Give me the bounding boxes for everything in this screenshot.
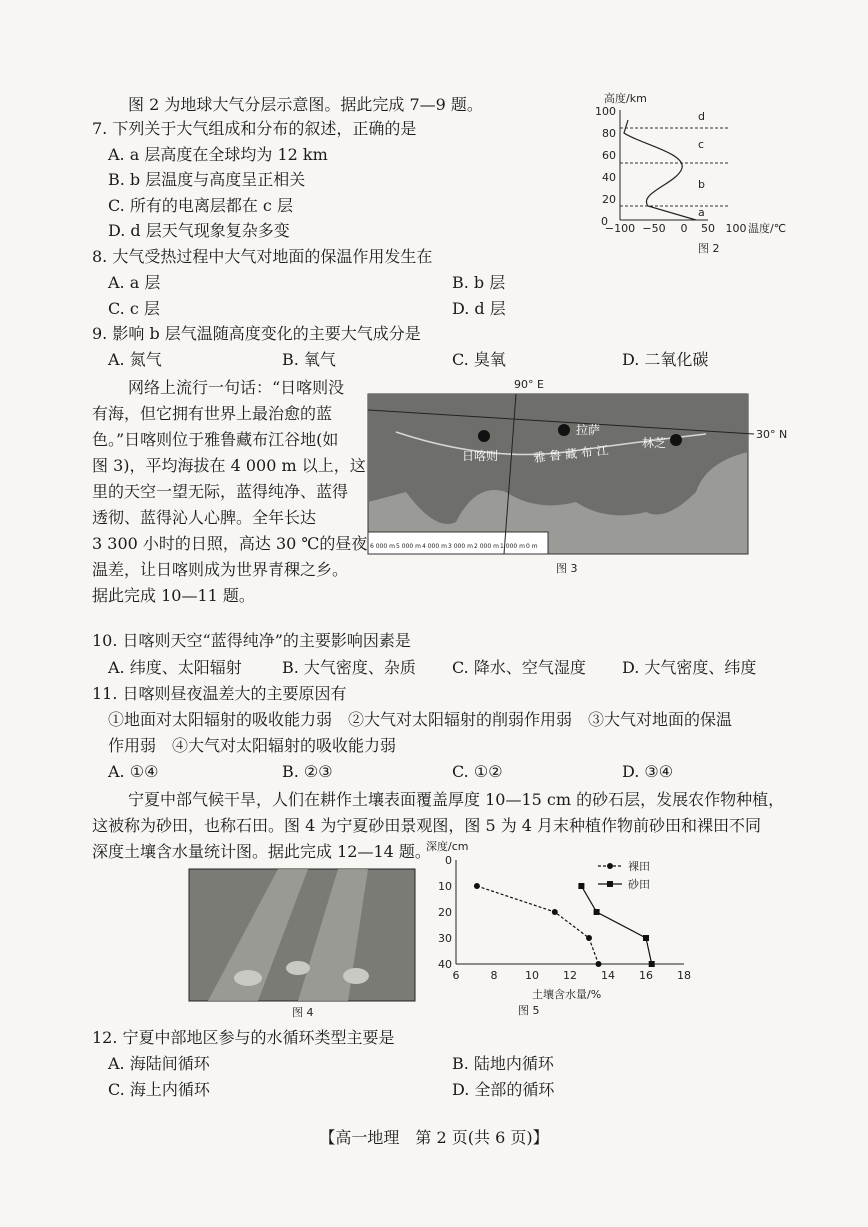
- fig2-caption: 图 2: [698, 242, 720, 255]
- q9-stem: 9. 影响 b 层气温随高度变化的主要大气成分是: [92, 324, 421, 343]
- passage-line: 透彻、蓝得沁人心脾。全年长达: [92, 508, 317, 527]
- q9-option-d: D. 二氧化碳: [622, 350, 709, 369]
- chart-point: [596, 961, 602, 967]
- q10-stem: 10. 日喀则天空“蓝得纯净”的主要影响因素是: [92, 631, 411, 650]
- q7-option-b: B. b 层温度与高度呈正相关: [108, 170, 306, 189]
- chart-x-tick: 14: [601, 969, 615, 982]
- passage-line: 温差，让日喀则成为世界青稞之乡。: [92, 560, 349, 579]
- chart-point: [643, 935, 649, 941]
- fig2-y-label: 高度/km: [604, 92, 647, 105]
- q9-option-b: B. 氧气: [282, 350, 336, 369]
- passage-line: 深度土壤含水量统计图。据此完成 12—14 题。: [92, 842, 431, 861]
- q8-option-b: B. b 层: [452, 273, 506, 292]
- chart-y-tick: 30: [438, 932, 452, 945]
- legend-label: 3 000 m: [448, 543, 473, 550]
- q12-option-a: A. 海陆间循环: [108, 1054, 210, 1073]
- fig4-caption: 图 4: [292, 1006, 314, 1019]
- chart-point: [474, 883, 480, 889]
- q12-option-c: C. 海上内循环: [108, 1080, 210, 1099]
- passage-line: 色。”日喀则位于雅鲁藏布江谷地(如: [92, 430, 339, 449]
- chart-point: [649, 961, 655, 967]
- fig2-x-tick: −100: [604, 222, 636, 235]
- melon-icon: [286, 961, 310, 975]
- chart-x-label: 土壤含水量/%: [532, 988, 602, 1001]
- chart-series-line-裸田: [477, 886, 599, 964]
- q8-option-a: A. a 层: [108, 273, 161, 292]
- chart-x-tick: 8: [490, 969, 498, 982]
- passage-line: 宁夏中部气候干旱，人们在耕作土壤表面覆盖厚度 10—15 cm 的砂石层，发展农作物种植，: [128, 790, 785, 809]
- figure-4-photo: [188, 868, 418, 1022]
- q9-option-c: C. 臭氧: [452, 350, 506, 369]
- fig2-x-tick: 0: [680, 222, 688, 235]
- passage-line: 3 300 小时的日照，高达 30 ℃的昼夜: [92, 534, 368, 553]
- legend-label: 2 000 m: [474, 543, 499, 550]
- figure-2-atmosphere: [595, 88, 798, 258]
- q7-option-c: C. 所有的电离层都在 c 层: [108, 196, 293, 215]
- page-footer: 【高一地理 第 2 页(共 6 页)】: [319, 1128, 549, 1147]
- q11-option-a: A. ①④: [108, 762, 159, 781]
- fig2-y-tick: 80: [602, 127, 616, 140]
- chart-point: [578, 883, 584, 889]
- q10-option-c: C. 降水、空气湿度: [452, 658, 586, 677]
- q7-option-d: D. d 层天气现象复杂多变: [108, 221, 290, 240]
- q8-option-d: D. d 层: [452, 299, 506, 318]
- river-label: 雅 鲁 藏 布 江: [532, 443, 610, 465]
- fig2-x-tick: 50: [701, 222, 715, 235]
- melon-icon: [343, 968, 369, 984]
- fig3-longitude-label: 90° E: [514, 378, 544, 391]
- fig2-y-tick: 20: [602, 193, 616, 206]
- chart-legend-label: 砂田: [628, 878, 650, 891]
- chart-legend-marker: [607, 863, 613, 869]
- q11-option-c: C. ①②: [452, 762, 503, 781]
- q7-stem: 7. 下列关于大气组成和分布的叙述，正确的是: [92, 119, 417, 138]
- q11-statements-line1: ①地面对太阳辐射的吸收能力弱 ②大气对太阳辐射的削弱作用弱 ③大气对地面的保温: [108, 710, 733, 729]
- q11-stem: 11. 日喀则昼夜温差大的主要原因有: [92, 684, 347, 703]
- fig2-layer-d: d: [698, 110, 705, 123]
- fig2-layer-b: b: [698, 178, 705, 191]
- melon-icon: [234, 970, 262, 986]
- q8-option-c: C. c 层: [108, 299, 160, 318]
- legend-label: 1 000 m: [500, 543, 525, 550]
- chart-point: [552, 909, 558, 915]
- fig3-latitude-label: 30° N: [756, 428, 788, 441]
- q12-stem: 12. 宁夏中部地区参与的水循环类型主要是: [92, 1028, 395, 1047]
- chart-x-tick: 6: [452, 969, 460, 982]
- legend-label: 0 m: [526, 543, 538, 550]
- chart-x-tick: 10: [525, 969, 539, 982]
- fig2-x-tick: 100: [725, 222, 747, 235]
- chart-y-tick: 40: [438, 958, 452, 971]
- fig2-layer-a: a: [698, 206, 705, 219]
- fig2-y-tick: 60: [602, 149, 616, 162]
- legend-label: 4 000 m: [422, 543, 447, 550]
- chart-legend-marker: [607, 881, 613, 887]
- chart-x-tick: 18: [677, 969, 691, 982]
- passage-line: 这被称为砂田，也称石田。图 4 为宁夏砂田景观图，图 5 为 4 月末种植作物前砂田和裸田不同: [92, 816, 762, 835]
- city-marker-nyingchi: [670, 434, 682, 446]
- q9-option-a: A. 氮气: [108, 350, 162, 369]
- q10-option-a: A. 纬度、太阳辐射: [108, 658, 242, 677]
- city-label-shigatse: 日喀则: [462, 449, 499, 463]
- q8-stem: 8. 大气受热过程中大气对地面的保温作用发生在: [92, 247, 433, 266]
- q11-statements-line2: 作用弱 ④大气对太阳辐射的吸收能力弱: [108, 736, 397, 755]
- q12-option-b: B. 陆地内循环: [452, 1054, 554, 1073]
- city-marker-lhasa: [558, 424, 570, 436]
- q12-option-d: D. 全部的循环: [452, 1080, 555, 1099]
- fig2-y-tick: 40: [602, 171, 616, 184]
- chart-y-tick: 10: [438, 880, 452, 893]
- chart-caption: 图 5: [518, 1004, 540, 1017]
- figure-3-map: [366, 372, 796, 580]
- fig3-caption: 图 3: [556, 562, 578, 575]
- passage-line: 有海，但它拥有世界上最治愈的蓝: [92, 404, 333, 423]
- fig2-layer-c: c: [698, 138, 705, 151]
- chart-series-line-砂田: [581, 886, 651, 964]
- passage-line: 图 3)，平均海拔在 4 000 m 以上，这: [92, 456, 366, 475]
- passage-line: 据此完成 10—11 题。: [92, 586, 255, 605]
- chart-x-tick: 12: [563, 969, 577, 982]
- q11-option-b: B. ②③: [282, 762, 333, 781]
- fig2-x-tick: −50: [642, 222, 666, 235]
- fig2-y-tick: 0: [601, 215, 608, 228]
- figure-5-chart: [426, 838, 696, 1022]
- chart-x-tick: 16: [639, 969, 653, 982]
- intro-7-9: 图 2 为地球大气分层示意图。据此完成 7—9 题。: [128, 95, 483, 114]
- q10-option-b: B. 大气密度、杂质: [282, 658, 416, 677]
- city-marker-shigatse: [478, 430, 490, 442]
- q7-option-a: A. a 层高度在全球均为 12 km: [108, 145, 328, 164]
- chart-y-tick: 20: [438, 906, 452, 919]
- chart-point: [594, 909, 600, 915]
- legend-label: 6 000 m: [370, 543, 395, 550]
- fig2-x-label: 温度/℃: [748, 222, 787, 235]
- fig2-y-tick: 100: [595, 105, 616, 118]
- passage-line: 网络上流行一句话：“日喀则没: [128, 378, 345, 397]
- passage-line: 里的天空一望无际，蓝得纯净、蓝得: [92, 482, 349, 501]
- chart-y-tick: 0: [445, 854, 452, 867]
- q10-option-d: D. 大气密度、纬度: [622, 658, 757, 677]
- chart-point: [586, 935, 592, 941]
- city-label-nyingchi: 林芝: [642, 436, 667, 450]
- chart-legend-label: 裸田: [628, 860, 650, 873]
- chart-y-label: 深度/cm: [426, 840, 469, 853]
- q11-option-d: D. ③④: [622, 762, 674, 781]
- legend-label: 5 000 m: [396, 543, 421, 550]
- city-label-lhasa: 拉萨: [576, 423, 601, 437]
